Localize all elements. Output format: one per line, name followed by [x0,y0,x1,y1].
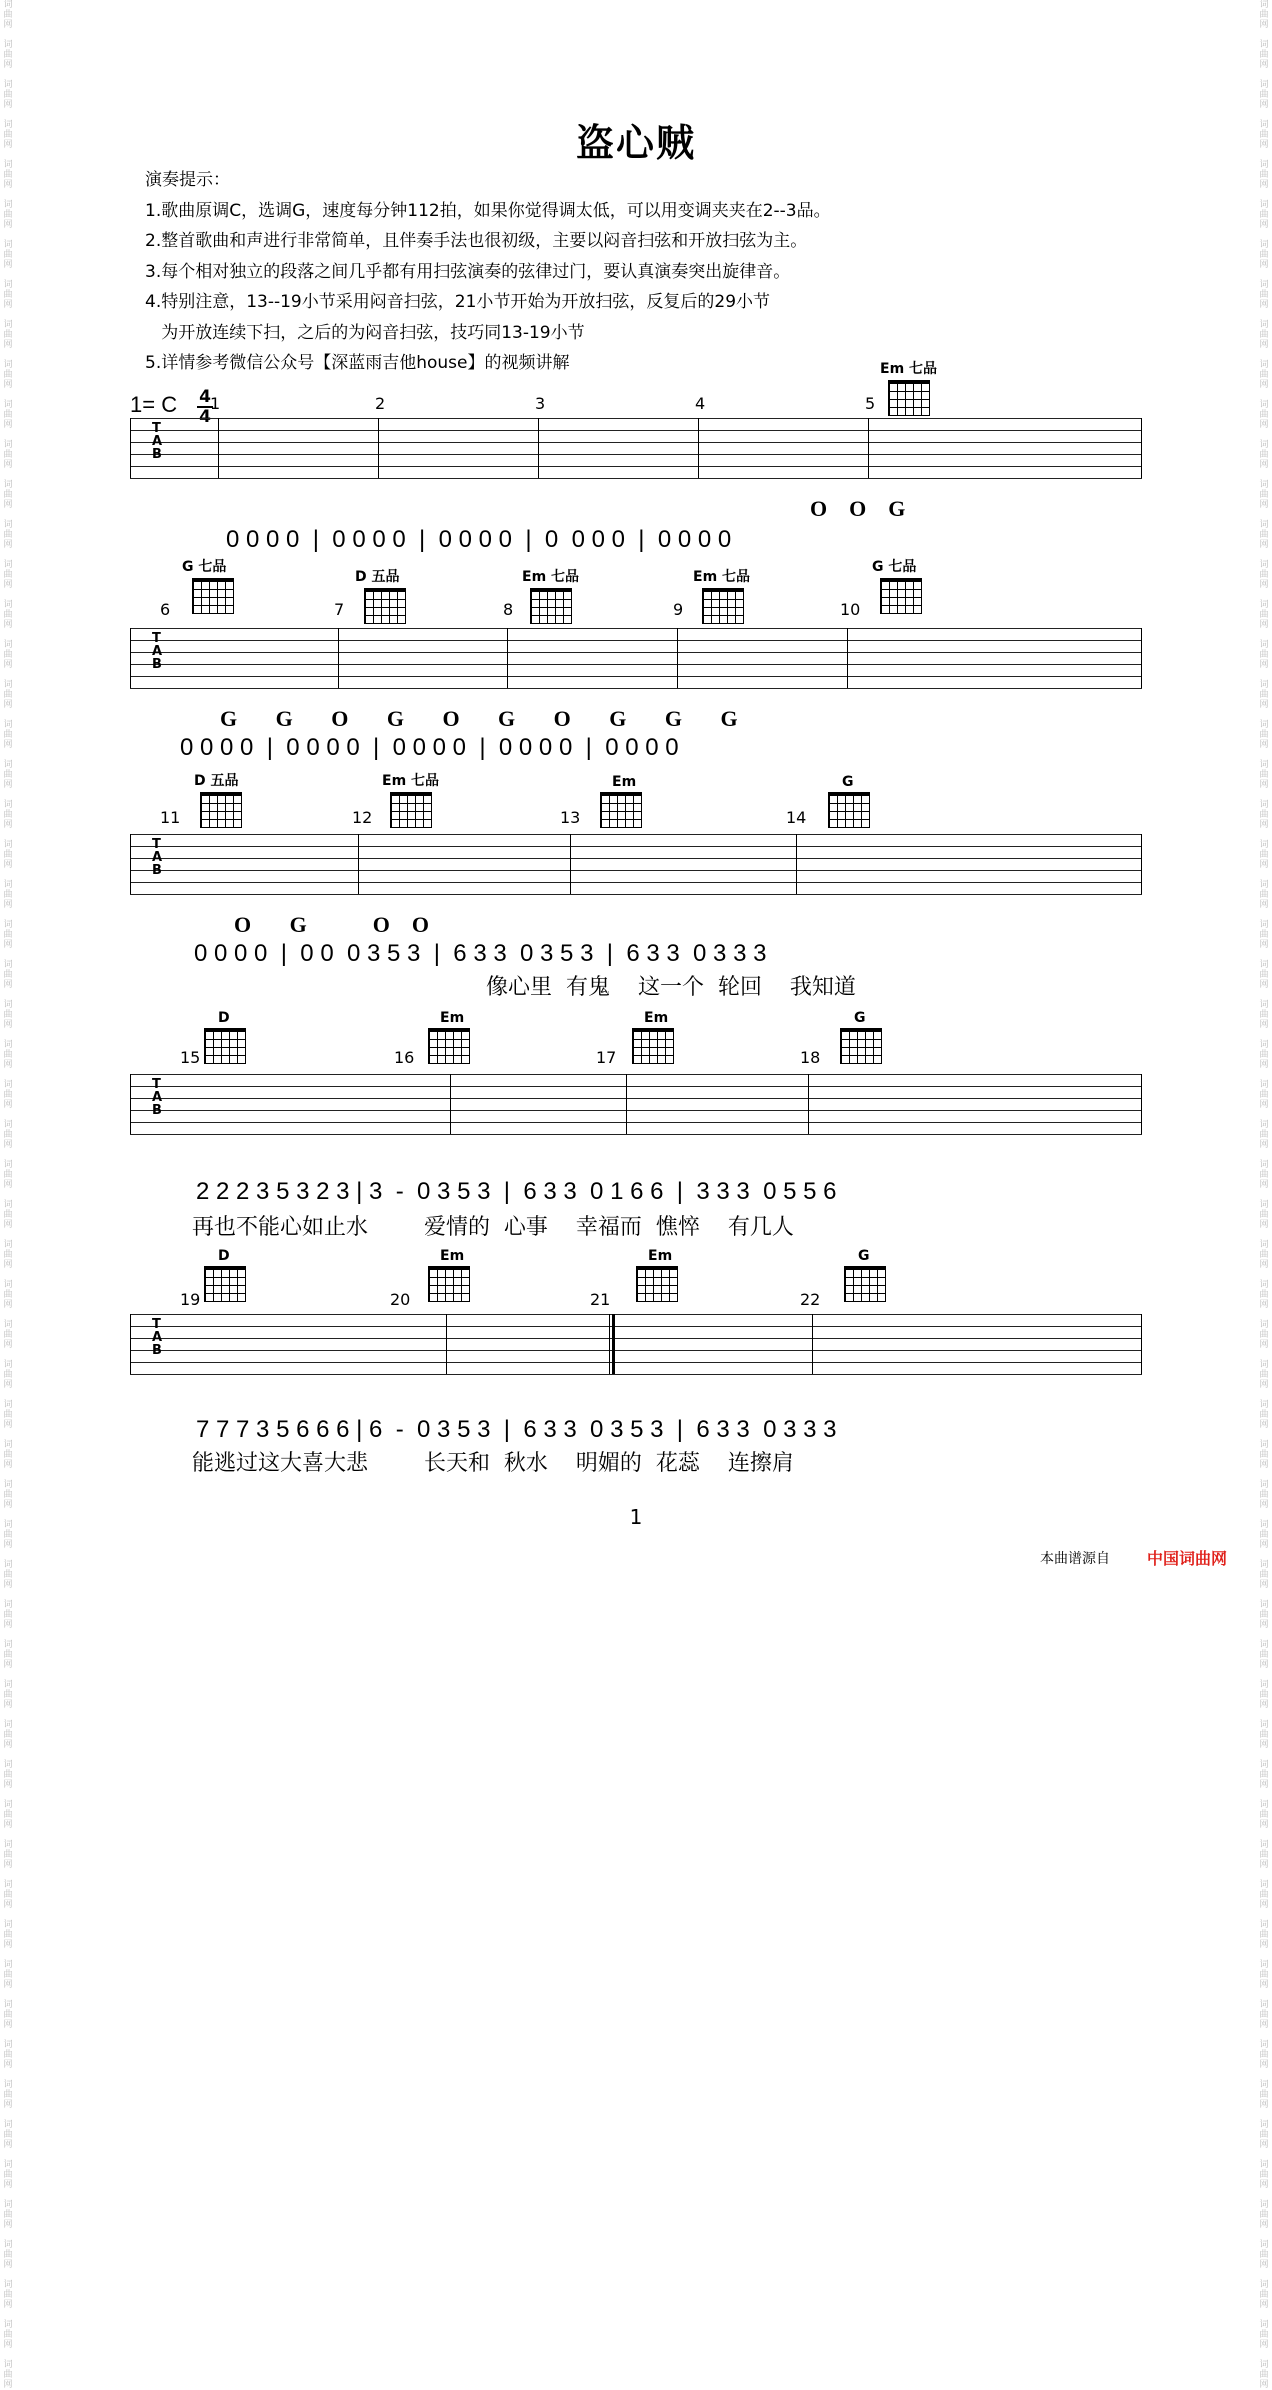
chord-diagram [844,1266,886,1302]
tip-line: 3.每个相对独立的段落之间几乎都有用扫弦演奏的弦律过门，要认真演奏突出旋律音。 [145,261,791,282]
chord-diagram [636,1266,678,1302]
chord-diagram [888,380,930,416]
performance-tips [145,165,831,379]
chord-name: D 五品 [194,773,239,789]
measure-number: 13 [560,808,581,827]
measure-number: 2 [375,394,386,413]
lyrics-line: 像心里 有鬼 这一个 轮回 我知道 [486,975,856,1000]
measure-number: 20 [390,1290,411,1309]
measure-number: 5 [865,394,876,413]
system-3 [130,773,1142,1000]
chord-name: Em 七品 [382,773,440,789]
chord-name: G [842,774,854,790]
chord-name: G 七品 [872,559,917,575]
chord-name: Em [440,1248,465,1264]
system-4 [130,1010,1142,1240]
measure-number: 16 [394,1048,415,1067]
chord-name: G [858,1248,870,1264]
chord-diagram [530,588,572,624]
measure-number: 1 [210,394,221,413]
lyrics-line: 能逃过这大喜大悲 长天和 秋水 明媚的 花蕊 连擦肩 [192,1451,794,1476]
chord-name: Em 七品 [880,361,938,377]
tip-line: 2.整首歌曲和声进行非常简单，且伴奏手法也很初级，主要以闷音扫弦和开放扫弦为主。 [145,231,808,251]
chord-name: G 七品 [182,559,227,575]
chord-diagram [702,588,744,624]
strum-pattern: O O G [810,496,906,521]
watermark-left: 词 曲 网 词 曲 网 词 曲 网 词 曲 网 词 曲 网 词 曲 网 词 曲 网 词 曲 网 词 曲 网 词 曲 网 词 曲 网 词 曲 网 词 曲 网 词 曲 网 词 曲 网 词 曲 网 词 曲 网 词 曲 网 词 曲 网 词 曲 网 词 曲 网 词 曲 网 词 曲 网 词 曲 网 词 曲 网 词 曲 网 词 曲 网 词 曲 网 词 曲 网 词 曲 网 词 曲 网 词 曲 网 词 曲 网 词 曲 网 词 曲 网 词 曲 网 词 曲 网 词 曲 网 词 曲 网 词 曲 网 词 曲 网 词 曲 网 词 曲 网 词 曲 网 词 曲 网 词 曲 网 词 曲 网 词 曲 网 词 曲 网 词 曲 网 词 曲 网 词 曲 网 词 曲 网 词 曲 网 词 曲 网 词 曲 网 词 曲 网 词 曲 网 词 曲 网 词 曲 网 [3,0,13,2390]
tips-heading: 演奏提示： [145,170,230,190]
measure-number: 3 [535,394,546,413]
strum-pattern: G G O G O G O G G G [220,706,738,731]
measure-number: 19 [180,1290,201,1309]
key-signature: 1= C [130,392,178,417]
jianpu-notes: 0 0 0 0 | 0 0 0 3 5 3 | 6 3 3 0 3 5 3 | 6 3 3 0 3 3 3 [194,940,767,967]
measure-number: 10 [840,600,861,619]
chord-diagram [390,792,432,828]
chord-name: Em 七品 [522,569,580,585]
measure-number: 15 [180,1048,201,1067]
chord-diagram [364,588,406,624]
tab-staff: T A B [130,418,1142,478]
chord-name: Em [648,1248,673,1264]
measure-number: 9 [673,600,684,619]
chord-diagram [600,792,642,828]
jianpu-notes: 0 0 0 0 | 0 0 0 0 | 0 0 0 0 | 0 0 0 0 | 0 0 0 0 [180,734,679,761]
page-number: 1 [629,1505,643,1529]
time-signature: 4 4 [197,388,213,426]
measure-number: 21 [590,1290,611,1309]
measure-number: 18 [800,1048,821,1067]
tip-line: 4.特别注意，13--19小节采用闷音扫弦，21小节开始为开放扫弦，反复后的29小节 [145,292,771,312]
measure-number: 12 [352,808,373,827]
song-title: 盗心贼 [575,121,696,165]
measure-number: 11 [160,808,181,827]
chord-diagram [200,792,242,828]
watermark-right: 词 曲 网 词 曲 网 词 曲 网 词 曲 网 词 曲 网 词 曲 网 词 曲 网 词 曲 网 词 曲 网 词 曲 网 词 曲 网 词 曲 网 词 曲 网 词 曲 网 词 曲 网 词 曲 网 词 曲 网 词 曲 网 词 曲 网 词 曲 网 词 曲 网 词 曲 网 词 曲 网 词 曲 网 词 曲 网 词 曲 网 词 曲 网 词 曲 网 词 曲 网 词 曲 网 词 曲 网 词 曲 网 词 曲 网 词 曲 网 词 曲 网 词 曲 网 词 曲 网 词 曲 网 词 曲 网 词 曲 网 词 曲 网 词 曲 网 词 曲 网 词 曲 网 词 曲 网 词 曲 网 词 曲 网 词 曲 网 词 曲 网 词 曲 网 词 曲 网 词 曲 网 词 曲 网 词 曲 网 词 曲 网 词 曲 网 词 曲 网 词 曲 网 词 曲 网 词 曲 网 [1259,0,1269,2390]
chord-diagram [840,1028,882,1064]
chord-diagram [632,1028,674,1064]
measure-number: 6 [160,600,171,619]
tip-line: 1.歌曲原调C，选调G，速度每分钟112拍，如果你觉得调太低，可以用变调夹夹在2--3品。 [145,200,831,221]
tab-staff: T A B [130,1314,1142,1374]
chord-name: Em 七品 [693,569,751,585]
measure-number: 14 [786,808,807,827]
chord-name: Em [612,774,637,790]
jianpu-notes: 0 0 0 0 | 0 0 0 0 | 0 0 0 0 | 0 0 0 0 | 0 0 0 0 [226,526,732,553]
chord-diagram [428,1028,470,1064]
chord-name: D [218,1010,230,1026]
site-name[interactable]: 中国词曲网 [1147,1549,1228,1568]
jianpu-notes: 7 7 7 3 5 6 6 6 | 6 - 0 3 5 3 | 6 3 3 0 3 5 3 | 6 3 3 0 3 3 3 [196,1416,837,1443]
strum-pattern: O G O O [234,912,429,937]
chord-name: G [854,1010,866,1026]
chord-diagram [192,578,234,614]
chord-diagram [204,1028,246,1064]
measure-number: 7 [334,600,345,619]
measure-number: 17 [596,1048,617,1067]
chord-name: D 五品 [355,569,400,585]
chord-name: Em [440,1010,465,1026]
tab-staff: T A B [130,1074,1142,1134]
chord-diagram [204,1266,246,1302]
system-2 [130,559,1142,770]
chord-name: Em [644,1010,669,1026]
chord-diagram [828,792,870,828]
source-label: 本曲谱源自 [1040,1551,1110,1567]
measure-number: 4 [695,394,706,413]
tip-line: 为开放连续下扫，之后的为闷音扫弦，技巧同13-19小节 [145,322,585,343]
chord-diagram [880,578,922,614]
measure-number: 22 [800,1290,821,1309]
measure-number: 8 [503,600,514,619]
jianpu-notes: 2 2 2 3 5 3 2 3 | 3 - 0 3 5 3 | 6 3 3 0 1 6 6 | 3 3 3 0 5 5 6 [196,1178,837,1205]
tab-staff: T A B [130,834,1142,894]
system-5 [130,1250,1142,1480]
tip-line: 5.详情参考微信公众号【深蓝雨吉他house】的视频讲解 [145,353,570,373]
chord-name: D [218,1248,230,1264]
chord-diagram [428,1266,470,1302]
lyrics-line: 再也不能心如止水 爱情的 心事 幸福而 憔悴 有几人 [192,1215,794,1240]
tab-staff: T A B [130,628,1142,688]
